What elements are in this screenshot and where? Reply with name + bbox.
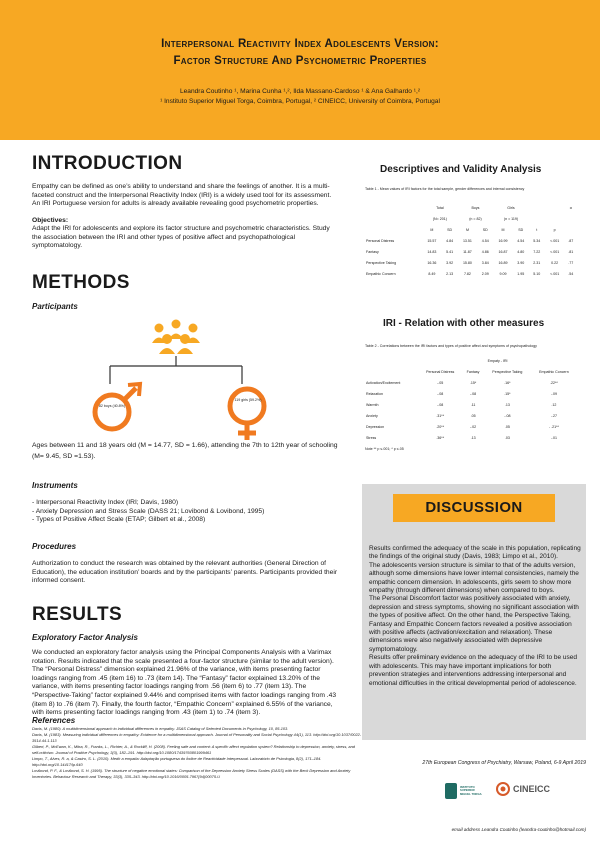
cineicc-logo-text: CINEICC (513, 784, 551, 794)
table-cell: 4.54 (517, 239, 525, 243)
table-cell: 11.87 (463, 250, 472, 254)
introduction-heading: INTRODUCTION (32, 153, 183, 174)
table-row (365, 389, 577, 400)
table-cell: Fantasy (366, 250, 379, 254)
table-note: Note ** p ≤.001; * p ≤.05 (365, 447, 404, 451)
participants-label: Participants (32, 302, 78, 311)
relation-table (365, 356, 577, 452)
table-cell: 8.49 (428, 272, 436, 276)
table-cell: -.05 (437, 381, 444, 385)
table-cell: 16.89 (498, 261, 508, 265)
table-cell: 2.31 (533, 261, 541, 265)
header-banner (0, 0, 600, 140)
table-cell: .87 (568, 239, 574, 243)
table-header: (n = 119) (503, 217, 519, 221)
table-cell: 3.90 (517, 261, 525, 265)
table-header: Personal Distress (426, 370, 455, 374)
table-cell: .81 (568, 250, 574, 254)
table-cell: 15.57 (427, 239, 437, 243)
table-cell: Empathic Concern (366, 272, 396, 276)
table-cell: 16.36 (427, 261, 437, 265)
contact-email: email address Leandra Coutinho (leandra-coutinho@hotmail.com) (451, 827, 586, 832)
list-item: Davis, M. (1980). A multidimensional approach to individual differences in empathy. JSAS Catalog of Selected Documents in Psychology, 10, 85-103. (32, 726, 289, 731)
table-cell: 4.84 (446, 239, 454, 243)
table-cell: 7.82 (463, 272, 471, 276)
table-cell: .20** (436, 425, 445, 429)
table-cell: Relaxation (366, 392, 383, 396)
table-cell: -.01 (550, 436, 558, 440)
table-cell: .36** (436, 436, 445, 440)
ismt-logo (445, 777, 487, 805)
table-cell: -.08 (504, 414, 511, 418)
table-cell: .05 (504, 425, 510, 429)
table-cell: .05 (470, 414, 476, 418)
table-cell: 16.99 (498, 239, 508, 243)
table-cell: -.08 (437, 403, 444, 407)
procedures-text: Authorization to conduct the research was obtained by the relevant authorities (General Direction of Education), the education institution’ boards and by the participants’ parents. Participants provided their informed consent. (32, 560, 338, 585)
table-row (365, 400, 577, 411)
table-cell: .13 (470, 436, 476, 440)
table-header: Fantasy (466, 370, 480, 374)
paragraph: Results offer preliminary evidence on the adequacy of the IRI to be used with adolescents. This may have important implications for both prevention strategies and interventions addressing interpersonal and emotional difficulties in the critical developmental period of adolescence. (369, 654, 578, 687)
table-cell: .16* (504, 381, 511, 385)
table-header: SD (447, 228, 453, 232)
table-header: Empathic Concern (539, 370, 569, 374)
table-cell: 4.54 (481, 239, 489, 243)
table-header: Perspective Taking (492, 370, 523, 374)
table-cell: .77 (568, 261, 574, 265)
list-item: Gilbert, P., McEwan, K., Mitra, R., Franks, L., Richter, A., & Rockliff, H. (2008). Feeling safe and content: A specific affect regulation system? Relationship to depression, anxiety, stress, and self-criticism. Journal of Positive Psychology, 3(3), 182–191. http://doi.org/10.1080/17439760801999461 (32, 744, 355, 755)
efa-text: We conducted an exploratory factor analysis using the Principal Components Analysis with a Varimax rotation. Results indicated that the scale presented a four-factor structure (similar to the adult version). The “Personal Distress” dimension explained 21.96% of the variance, with items presenting factor loadings ranging from .45 (item 16) to .73 (item 14). The “Fantasy” factor explained 13.20% of the variance, with items presenting factor loadings ranging from .56 (item 6) to .77 (item 13). The “Perspective-Taking” factor explained 9.44% and comprised items with factor loadings ranging from .43 (item 8) to .76 (item 7). Finally, the fourth factor, “Empathic Concern” explained 6.55% of the variance, with items presenting factor loadings ranging from .43 (item 1) to .74 (item 3). (32, 649, 337, 717)
paragraph: The Personal Discomfort factor was positively associated with anxiety, depression and stress symptoms, showing no significant association with the types of positive affect. On the other hand, the Perspective Taking, Fantasy and Empathic Concern factors revealed a positive association with positive affects (activation/excitation and relaxation). These dimensions were also negatively associated with depressive symptomatology. (369, 595, 579, 653)
table-row (365, 422, 577, 433)
references-heading: References (32, 716, 76, 725)
table-header: Girls (507, 206, 515, 210)
cineicc-logo (496, 782, 550, 796)
objectives-text: Adapt the IRI for adolescents and explore its factor structure and psychometric characteristics. Study the association between the IRI and other types of positive affect and psychopathological symptomatology. (32, 225, 330, 250)
table-cell: .31** (436, 414, 445, 418)
introduction-text: Empathy can be defined as one’s ability to understand and share the feelings of another. It is a multi-faceted construct and the Interpersonal Reactivity Index (IRI) is a widely used tool for its assessment. An IRI Portuguese version for adults is already available revealing good psychometric properties. (32, 183, 332, 208)
table-cell: -.08 (469, 392, 477, 396)
table-header: SD (518, 228, 524, 232)
table-cell: <.001 (550, 250, 560, 254)
table-row (365, 258, 577, 269)
descriptives-caption: Table 1 - Mean values of IRI factors for the total sample, gender differences and internal consistency (365, 187, 525, 191)
table-cell: - .21** (548, 425, 559, 429)
poster-title (0, 36, 600, 70)
cineicc-logo-mark (496, 782, 510, 796)
table-cell: 13.51 (462, 239, 472, 243)
table-cell: -.09 (550, 392, 558, 396)
table-cell: 0.22 (551, 261, 559, 265)
table-cell: Perspective Taking (366, 261, 397, 265)
table-cell: 5.10 (533, 272, 541, 276)
list-item: - Types of Positive Affect Scale (ETAP; Gilbert et al., 2008) (32, 516, 206, 524)
table-row (365, 378, 577, 389)
table-cell: <.001 (550, 272, 560, 276)
table-header: (n = 82) (469, 217, 482, 221)
table-header: t (536, 228, 538, 232)
relation-caption: Table 2 - Correlations between the IRI factors and types of positive affect and symptoms of psychopathology (365, 344, 537, 348)
table-row (365, 247, 577, 258)
methods-heading: METHODS (32, 272, 130, 293)
paragraph: Results confirmed the adequacy of the scale in this population, replicating the findings of the original study (Davis, 1983; Limpo et al., 2010). (369, 545, 581, 561)
table-cell: 5.34 (533, 239, 541, 243)
table-cell: Activation/Excitement (366, 381, 401, 385)
table-cell: .13 (504, 403, 510, 407)
table-header: Boys (471, 206, 480, 210)
group-people-icon (152, 320, 200, 355)
table-cell: .15* (469, 381, 477, 385)
table-cell: 2.13 (446, 272, 454, 276)
table-cell: <.001 (550, 239, 560, 243)
table-cell: Anxiety (366, 414, 378, 418)
table-cell: 16.87 (498, 250, 508, 254)
table-cell: Personal Distress (366, 239, 395, 243)
authors-block (0, 87, 600, 106)
participants-text: Ages between 11 and 18 years old (M = 14.77, SD = 1.66), attending the 7th to 12th year of schooling (M= 9.45, SD =1.53). (32, 442, 338, 460)
girls-count-label: 119 girls (59.2%) (234, 398, 262, 402)
title-line-1: Interpersonal Reactivity Index Adolescents Version: (161, 38, 439, 50)
references-list (32, 726, 362, 780)
results-heading: RESULTS (32, 604, 123, 625)
table-cell: Stress (366, 436, 377, 440)
table-cell: 5.41 (446, 250, 454, 254)
table-cell: .12 (551, 403, 557, 407)
list-item: - Anxiety Depression and Stress Scale (DASS 21; Lovibond & Lovibond, 1995) (32, 507, 265, 515)
authors: Leandra Coutinho ¹, Marina Cunha ¹,², Ilda Massano-Cardoso ¹ & Ana Galhardo ¹,² (179, 88, 421, 95)
table-header: Total (436, 206, 444, 210)
table-cell: .11 (470, 403, 476, 407)
table-cell: Warmth (366, 403, 379, 407)
table-cell: 3.92 (446, 261, 454, 265)
ismt-logo-text: INSTITUTO SUPERIOR MIGUEL TORGA (460, 784, 482, 796)
table-cell: 1.95 (517, 272, 525, 276)
instruments-label: Instruments (32, 481, 78, 490)
table-header: M (465, 228, 469, 232)
table-cell: 4.80 (517, 250, 525, 254)
table-cell: 15.80 (462, 261, 472, 265)
table-cell: -.02 (469, 425, 477, 429)
objectives-label: Objectives: (32, 217, 69, 224)
descriptives-table (365, 203, 577, 280)
title-line-2: Factor Structure And Psychometric Properties (173, 55, 427, 67)
list-item: Davis, M. (1983). Measuring individual differences in empathy: Evidence for a multidimensional approach. Journal of Personality and Social Psychology 44(1), 113. http://doi.org/10.1037/0022-3514.44.1.113 (32, 732, 362, 743)
list-item: Lovibond, P. F., & Lovibond, S. H. (1995). The structure of negative emotional states: Comparison of the Depression Anxiety Stress Scales (DASS) with the Beck Depression and Anxiety Inventories. Behaviour Research and Therapy, 33(3), 335–343. http://doi.org/10.1016/0005-7967(94)00075-U (32, 768, 351, 779)
table-header: M (430, 228, 434, 232)
affiliations: ¹ Instituto Superior Miguel Torga, Coimbra, Portugal, ² CINEICC, University of Coimbra, Portugal (160, 97, 440, 105)
congress-info: 27th European Congress of Psychiatry, Warsaw, Poland, 6-9 April 2019 (422, 760, 586, 766)
table-cell: 4.86 (481, 250, 489, 254)
table-cell: -.08 (437, 392, 444, 396)
procedures-label: Procedures (32, 542, 77, 551)
discussion-text (369, 545, 581, 688)
boys-count-label: 82 boys (40.8%) (98, 404, 126, 408)
table-header: (N= 201) (432, 217, 447, 221)
table-header: M (501, 228, 505, 232)
ismt-logo-mark (445, 783, 457, 799)
table-cell: .54 (568, 272, 574, 276)
instruments-list (32, 499, 338, 525)
table-cell: .03 (504, 436, 510, 440)
table-header: Empaty - IRI (487, 359, 508, 363)
female-symbol-icon (230, 389, 264, 440)
table-row (365, 236, 577, 247)
table-cell: -.27 (550, 414, 558, 418)
relation-heading: IRI - Relation with other measures (383, 318, 545, 329)
table-header: α (569, 206, 572, 210)
table-cell: 3.84 (481, 261, 489, 265)
efa-label: Exploratory Factor Analysis (32, 633, 138, 642)
table-header: p (553, 228, 556, 232)
table-cell: 14.83 (427, 250, 437, 254)
table-row (365, 269, 577, 280)
discussion-heading: DISCUSSION (393, 494, 555, 522)
table-row (365, 433, 577, 444)
table-header: SD (482, 228, 488, 232)
participants-gender-diagram (80, 314, 310, 444)
table-cell: .15* (504, 392, 511, 396)
tree-connector-lines (110, 356, 242, 384)
table-row (365, 411, 577, 422)
table-cell: 2.09 (481, 272, 489, 276)
table-cell: 9.09 (499, 272, 507, 276)
descriptives-heading: Descriptives and Validity Analysis (380, 164, 542, 175)
table-cell: .22** (550, 381, 558, 385)
table-cell: 7.22 (533, 250, 541, 254)
list-item: - Interpersonal Reactivity Index (IRI; Davis, 1980) (32, 499, 179, 506)
list-item: Limpo, T., Alves, R. a, & Castro, S. L. (2010). Medir a empatia: Adaptação portuguesa do Índice de Reactividade Interpessoal. Laboratório de Psicologia, 8(2), 171–184. http://doi.org/10.14417/lp.640 (32, 756, 322, 767)
paragraph: The adolescents version structure is similar to that of the adults version, although some dimensions have lower internal consistencies, namely the empathic concern dimension. In adolescents, girls seem to show more empathy (through different dimensions) when compared to boys. (369, 561, 579, 595)
table-cell: Depression (366, 425, 385, 429)
